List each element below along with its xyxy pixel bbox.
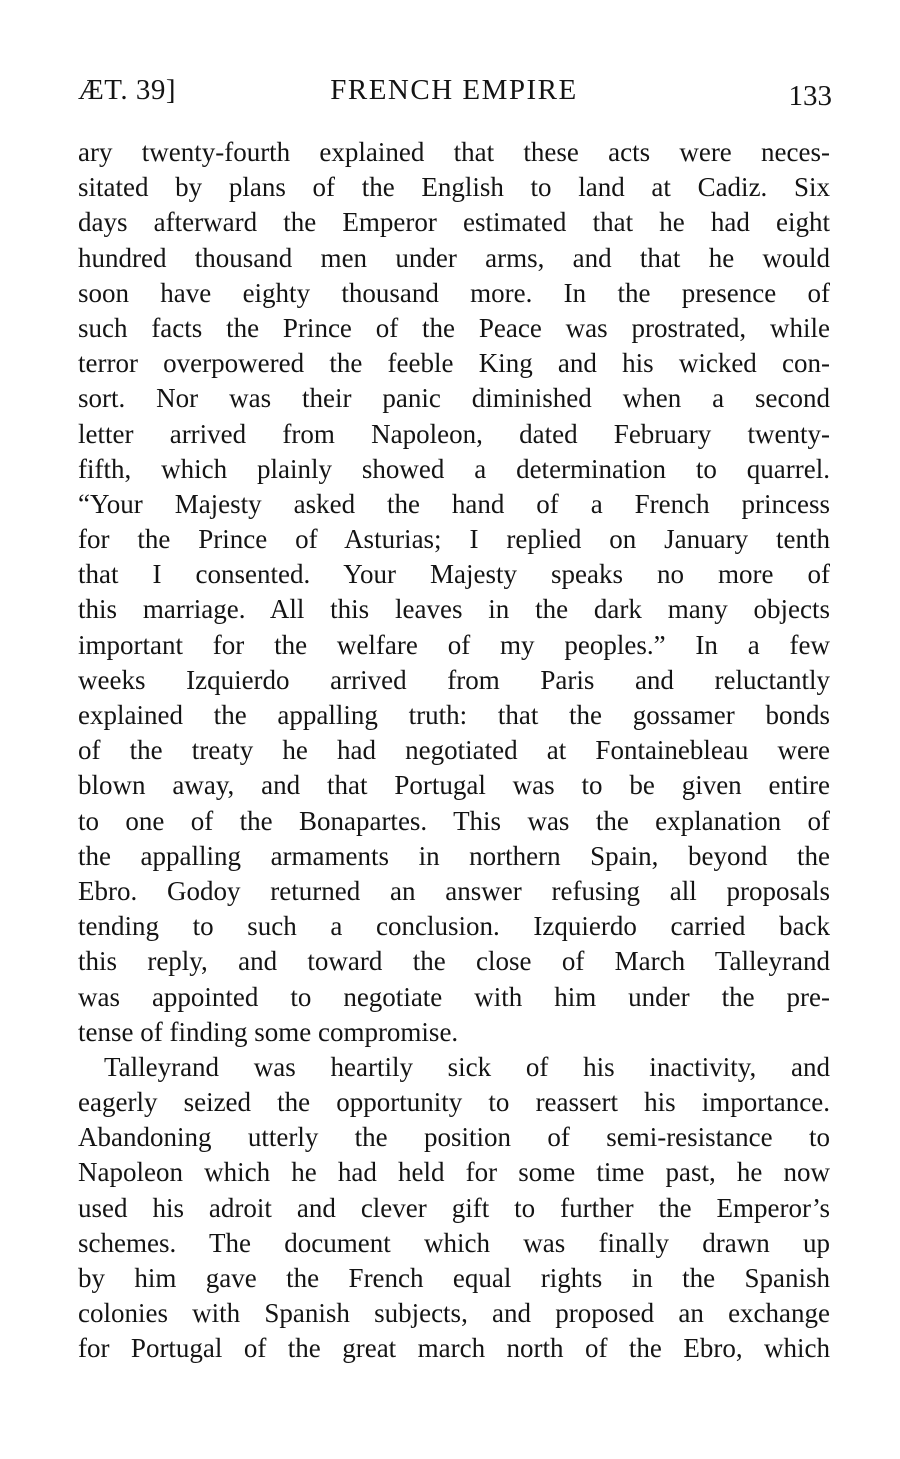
text-line: that I consented. Your Majesty speaks no more of [78,559,830,590]
text-line: for Portugal of the great march north of the Ebro, which [78,1333,830,1364]
text-line: explained the appalling truth: that the gossamer bonds [78,700,830,730]
text-line: Abandoning utterly the position of semi-resistance to [78,1122,830,1153]
paragraph-2 [78,1050,830,1367]
text-line: soon have eighty thousand more. In the presence of [78,277,830,308]
text-line: blown away, and that Portugal was to be given entire [78,770,830,801]
text-line: letter arrived from Napoleon, dated February twenty- [78,418,830,449]
text-line: schemes. The document which was finally drawn up [78,1227,830,1258]
text-line: sitated by plans of the English to land at Cadiz. Six [78,172,830,203]
text-line: hundred thousand men under arms, and that he would [78,242,830,273]
text-line: tending to such a conclusion. Izquierdo carried back [78,911,830,942]
text-line: sort. Nor was their panic diminished when a second [78,383,830,414]
text-line: Talleyrand was heartily sick of his inactivity, and [104,1051,830,1082]
text-line: terror overpowered the feeble King and his wicked con- [78,348,830,379]
text-line: by him gave the French equal rights in the Spanish [78,1263,830,1293]
text-line: important for the welfare of my peoples.” In a few [78,629,830,660]
text-line: eagerly seized the opportunity to reassert his importance. [78,1087,830,1118]
paragraph-1 [78,135,830,1050]
text-line: tense of finding some compromise. [78,1016,459,1047]
text-line: for the Prince of Asturias; I replied on January tenth [78,524,830,555]
running-head-age: ÆT. 39] [78,74,177,106]
body-text [78,135,830,1367]
text-line: to one of the Bonapartes. This was the explanation of [78,805,830,836]
text-line: colonies with Spanish subjects, and proposed an exchange [78,1298,830,1329]
text-line: “Your Majesty asked the hand of a French princess [78,488,830,519]
text-line: of the treaty he had negotiated at Fontainebleau were [78,735,830,766]
running-head-title: FRENCH EMPIRE [330,74,578,106]
running-head [78,74,830,114]
text-line: fifth, which plainly showed a determination to quarrel. [78,453,830,484]
text-line: weeks Izquierdo arrived from Paris and reluctantly [78,664,830,695]
text-line: was appointed to negotiate with him under the pre- [78,981,830,1012]
text-line: Ebro. Godoy returned an answer refusing all proposals [78,875,830,906]
text-line: the appalling armaments in northern Spain, beyond the [78,840,830,871]
text-line: this reply, and toward the close of March Talleyrand [78,946,830,977]
text-line: ary twenty-fourth explained that these acts were neces- [78,137,830,167]
text-line: such facts the Prince of the Peace was prostrated, while [78,312,830,343]
text-line: Napoleon which he had held for some time past, he now [78,1157,830,1188]
text-line: used his adroit and clever gift to further the Emperor’s [78,1192,830,1223]
page-number: 133 [788,80,832,112]
text-line: this marriage. All this leaves in the dark many objects [78,594,830,625]
text-line: days afterward the Emperor estimated that he had eight [78,207,830,238]
